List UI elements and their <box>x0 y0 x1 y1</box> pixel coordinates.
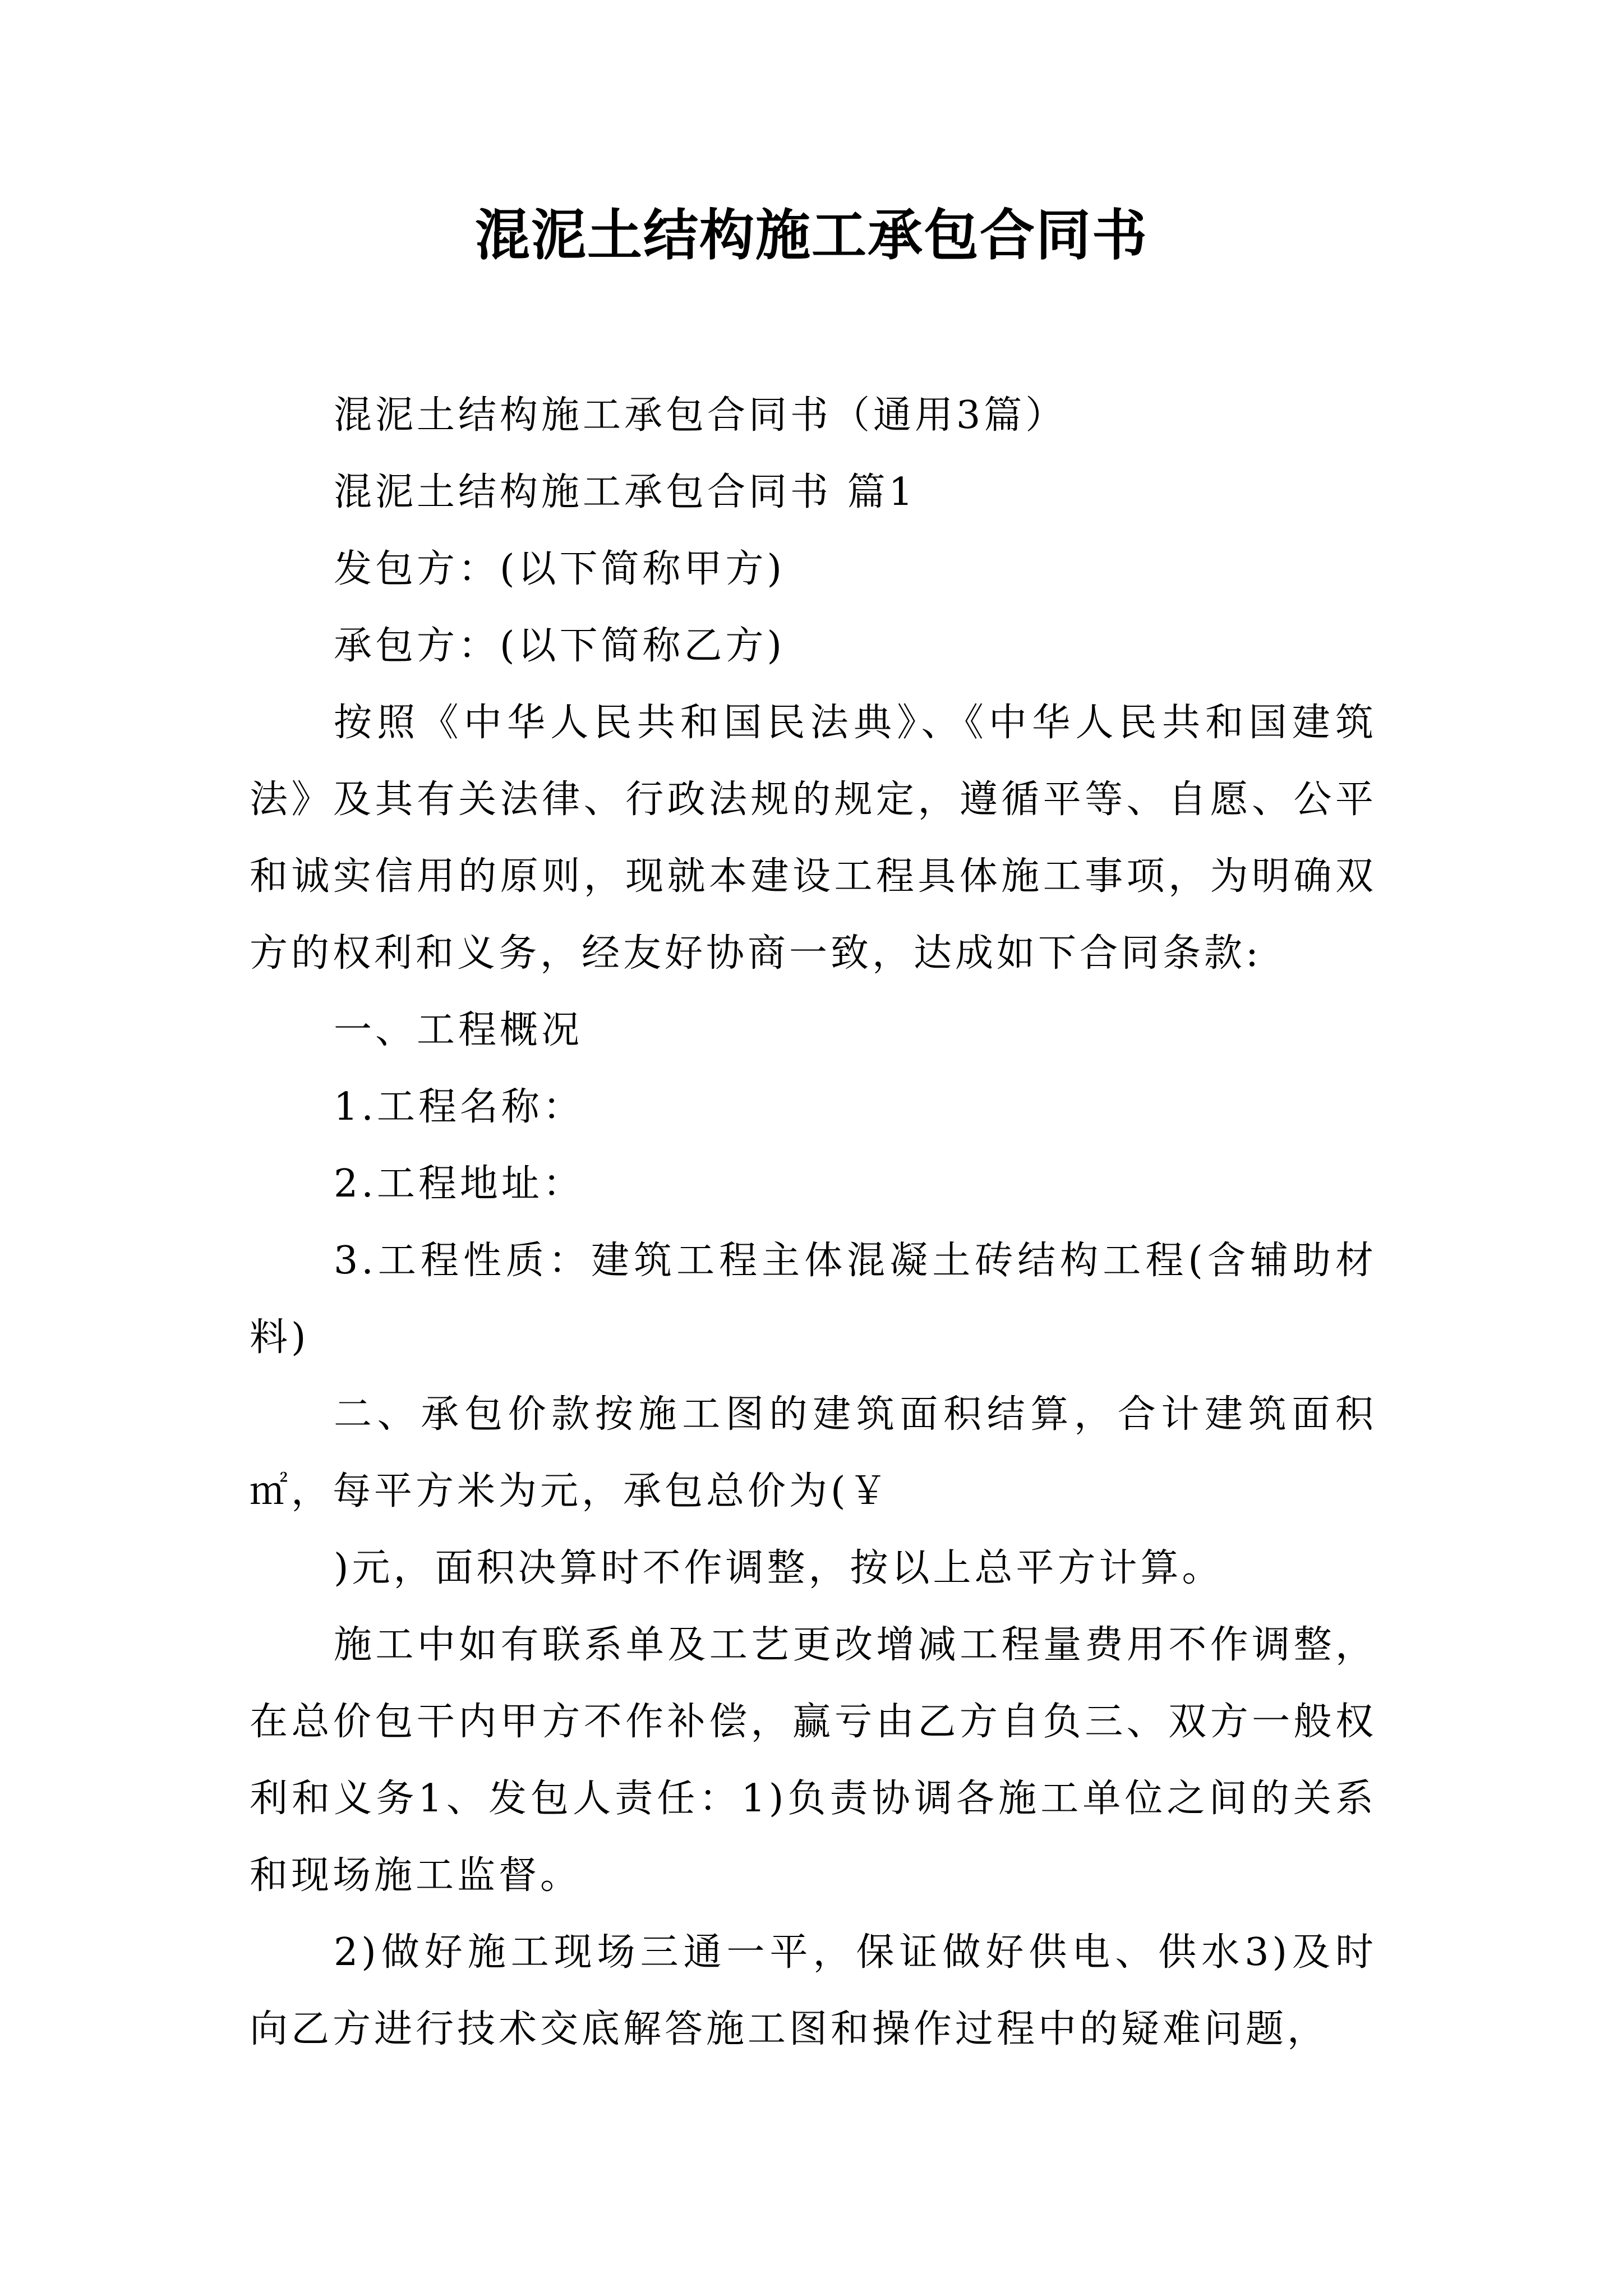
paragraph-contract-price: 二、承包价款按施工图的建筑面积结算，合计建筑面积㎡，每平方米为元，承包总价为(￥ <box>250 1392 1377 1513</box>
paragraph-project-name: 1.工程名称： <box>334 1085 584 1129</box>
paragraph-preamble: 按照《中华人民共和国民法典》、《中华人民共和国建筑法》及其有关法律、行政法规的规定，遵循平等、自愿、公平和诚实信用的原则，现就本建设工程具体施工事项，为明确双方的权利和义务，经友好协商一致，达成如下合同条款: <box>250 701 1377 976</box>
document-body <box>250 377 1377 2068</box>
paragraph-section-heading: 混泥土结构施工承包合同书 篇1 <box>334 470 916 514</box>
paragraph-project-overview-heading: 一、工程概况 <box>334 1008 583 1052</box>
paragraph-subtitle: 混泥土结构施工承包合同书（通用3篇） <box>334 393 1067 438</box>
document-title: 混泥土结构施工承包合同书 <box>474 203 1148 268</box>
paragraph-party-a: 发包方：(以下简称甲方) <box>334 547 786 591</box>
paragraph-rights-obligations: 施工中如有联系单及工艺更改增减工程量费用不作调整，在总价包干内甲方不作补偿，赢亏由乙方自负三、双方一般权利和义务1、发包人责任：1)负责协调各施工单位之间的关系和现场施工监督。 <box>250 1623 1377 1898</box>
paragraph-price-continued: )元，面积决算时不作调整，按以上总平方计算。 <box>334 1546 1224 1590</box>
paragraph-party-b: 承包方：(以下简称乙方) <box>334 624 786 668</box>
paragraph-project-nature: 3.工程性质：建筑工程主体混凝土砖结构工程(含辅助材料) <box>250 1239 1377 1360</box>
paragraph-site-preparation: 2)做好施工现场三通一平，保证做好供电、供水3)及时向乙方进行技术交底解答施工图和操作过程中的疑难问题， <box>250 1930 1377 2051</box>
paragraph-project-address: 2.工程地址： <box>334 1162 584 1206</box>
